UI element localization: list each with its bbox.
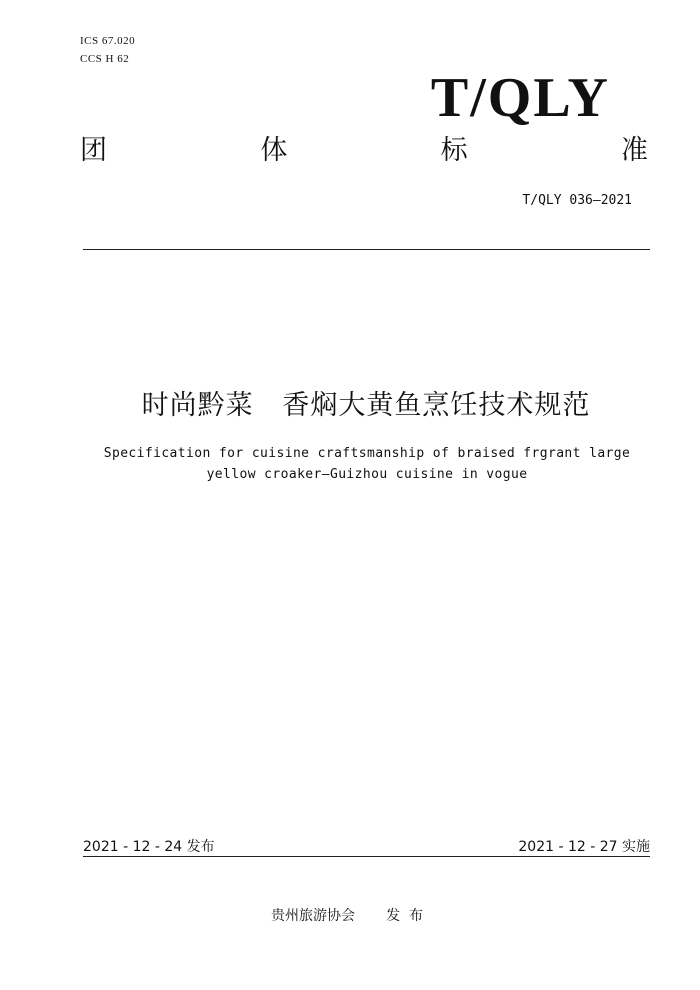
document-title-chinese: 时尚黔菜 香焖大黄鱼烹饪技术规范 (141, 390, 591, 421)
ics-code: ICS 67.020 (80, 35, 136, 47)
footer-divider (83, 856, 650, 857)
standard-type-char: 准 (620, 135, 648, 166)
ccs-code: CCS H 62 (80, 53, 130, 65)
standard-logo: T/QLY (430, 67, 610, 129)
header-divider (83, 249, 650, 250)
implement-date: 2021 - 12 - 27 实施 (518, 839, 650, 855)
standard-type-char: 团 (80, 135, 107, 166)
document-title-english: Specification for cuisine craftsmanship of braised frgrant large yellow croaker—Guizhou cuisine in vogue (103, 446, 631, 482)
publisher: 贵州旅游协会 发 布 (271, 908, 424, 924)
standard-number: T/QLY 036—2021 (522, 193, 632, 208)
standard-type-char: 体 (260, 135, 288, 166)
standard-type-char: 标 (440, 135, 468, 166)
publish-date: 2021 - 12 - 24 发布 (83, 839, 215, 855)
standard-type-heading (80, 137, 648, 164)
